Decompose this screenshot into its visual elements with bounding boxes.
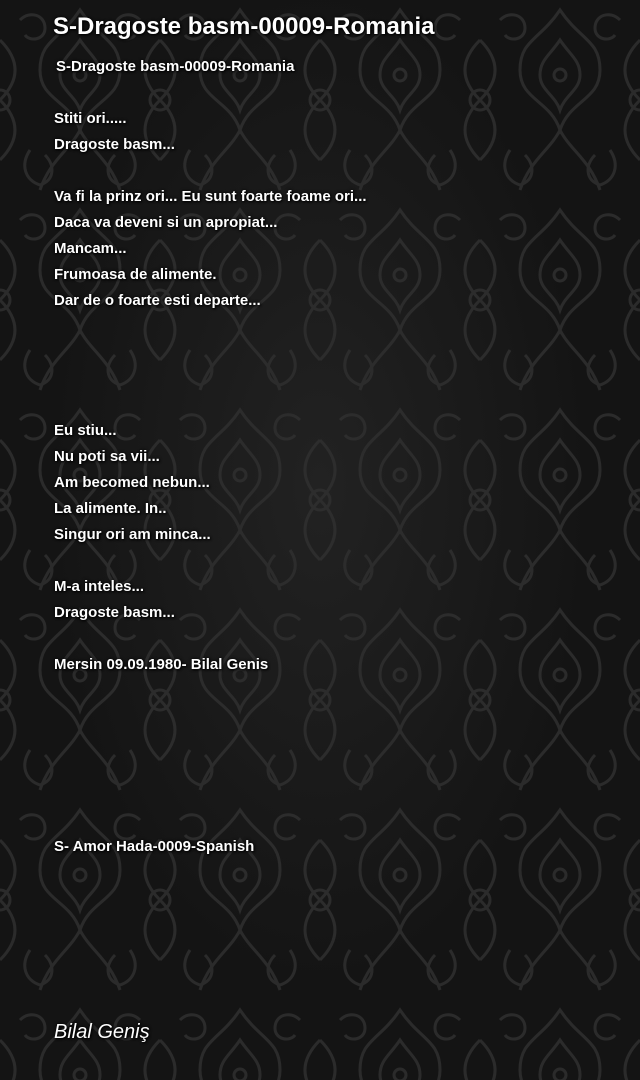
poem-blank-line [54,782,614,808]
poem-subtitle: S-Dragoste basm-00009-Romania [56,58,295,75]
poem-line: Dragoste basm... [54,604,175,621]
poem-line: Stiti ori..... [54,110,127,127]
poem-blank-line [54,704,614,730]
poem-line: Nu poti sa vii... [54,448,160,465]
poem-line: Eu stiu... [54,422,117,439]
poem-blank-line [54,80,614,106]
poem-blank-line [54,808,614,834]
page-title: S-Dragoste basm-00009-Romania [53,13,435,40]
poem-blank-line [54,314,614,340]
author-name: Bilal Geniş [54,1021,150,1043]
poem-blank-line [54,548,614,574]
poem-line: Va fi la prinz ori... Eu sunt foarte foame ori... [54,188,367,205]
poem-body [54,54,614,860]
poem-blank-line [54,756,614,782]
poem-line: M-a inteles... [54,578,145,595]
poem-blank-line [54,392,614,418]
poem-blank-line [54,730,614,756]
poem-line: Mancam... [54,240,127,257]
poem-blank-line [54,158,614,184]
poem-blank-line [54,678,614,704]
poem-line: S- Amor Hada-0009-Spanish [54,838,255,855]
poem-line: Am becomed nebun... [54,474,210,491]
poem-blank-line [54,626,614,652]
poem-line: Dar de o foarte esti departe... [54,292,261,309]
poem-line: Dragoste basm... [54,136,175,153]
poem-blank-line [54,340,614,366]
poem-line: Singur ori am minca... [54,526,211,543]
poem-line: Daca va deveni si un apropiat... [54,214,278,231]
poem-line: La alimente. In.. [54,500,167,517]
poem-blank-line [54,366,614,392]
poem-line: Frumoasa de alimente. [54,266,217,283]
poem-line: Mersin 09.09.1980- Bilal Genis [54,656,269,673]
